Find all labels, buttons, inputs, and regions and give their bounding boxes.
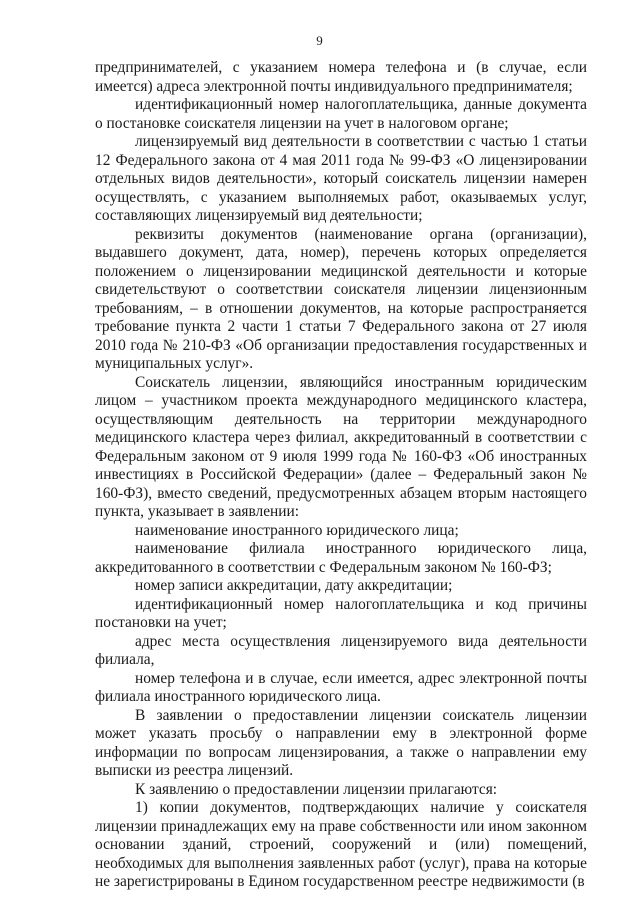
paragraph-electronic-request: В заявлении о предоставлении лицензии соискатель лицензии может указать просьбу о направлении ему в электронной форме информации по вопросам лицензирования, а также о направлении ему выписки из реестра лицензий. bbox=[95, 706, 587, 779]
paragraph-branch-address: адрес места осуществления лицензируемого вида деятельности филиала, bbox=[95, 632, 587, 668]
document-body bbox=[95, 59, 587, 892]
paragraph-attachments-intro: К заявлению о предоставлении лицензии прилагаются: bbox=[135, 780, 498, 798]
paragraph-foreign-entity-name: наименование иностранного юридического лица; bbox=[135, 521, 459, 539]
page-number: 9 bbox=[316, 33, 323, 48]
paragraph-document-details: реквизиты документов (наименование органа (организации), выдавшего документ, дата, номер), перечень которых определяется положением о лицензировании медицинской деятельности и которые свидетельствуют о соответствии соискателя лицензии лицензионным требованиям, – в отношении документов, на которые распространяется требование пункта 2 части 1 статьи 7 Федерального закона от 27 июля 2010 года № 210-ФЗ «Об организации предоставления государственных и муниципальных услуг». bbox=[95, 225, 587, 372]
paragraph-branch-name: наименование филиала иностранного юридического лица, аккредитованного в соответствии с Федеральным законом № 160-ФЗ; bbox=[95, 540, 587, 576]
paragraph-accreditation-record: номер записи аккредитации, дату аккредитации; bbox=[135, 577, 453, 594]
paragraph-foreign-entity: Соискатель лицензии, являющийся иностранным юридическим лицом – участником проекта международного медицинского кластера, осуществляющим деятельность на территории международного медицинского кластера через филиал, аккредитованный в соответствии с Федеральным законом от 9 июля 1999 года № 160-ФЗ «Об иностранных инвестициях в Российской Федерации» (далее – Федеральный закон № 160-ФЗ), вместо сведений, предусмотренных абзацем вторым настоящего пункта, указывает в заявлении: bbox=[95, 373, 587, 520]
paragraph-inn: идентификационный номер налогоплательщика, данные документа о постановке соискателя лицензии на учет в налоговом органе; bbox=[95, 96, 587, 132]
paragraph-continuation: предпринимателей, с указанием номера телефона и (в случае, если имеется) адреса электронной почты индивидуального предпринимателя; bbox=[95, 59, 587, 95]
paragraph-licensed-activity: лицензируемый вид деятельности в соответствии с частью 1 статьи 12 Федерального закона от 4 мая 2011 года № 99-ФЗ «О лицензировании отдельных видов деятельности», который соискатель лицензии намерен осуществлять, с указанием выполняемых работ, оказываемых услуг, составляющих лицензируемый вид деятельности; bbox=[95, 133, 587, 224]
paragraph-branch-contacts: номер телефона и в случае, если имеется, адрес электронной почты филиала иностранного юридического лица. bbox=[95, 669, 587, 705]
paragraph-inn-kpp: идентификационный номер налогоплательщика и код причины постановки на учет; bbox=[95, 595, 587, 631]
paragraph-attachment-1: 1) копии документов, подтверждающих наличие у соискателя лицензии принадлежащих ему на праве собственности или ином законном основании зданий, строений, сооружений и (или) помещений, необходимых для выполнения заявленных работ (услуг), права на которые не зарегистрированы в Едином государственном реестре недвижимости (в bbox=[95, 799, 587, 890]
